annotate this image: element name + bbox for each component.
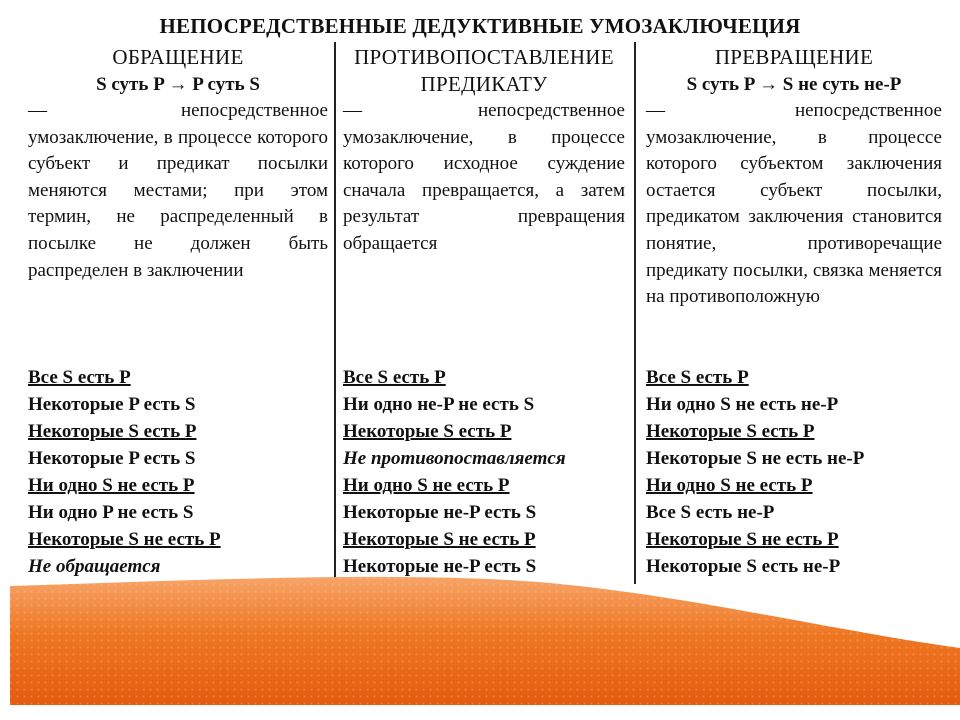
- example-line: Некоторые S не есть не-P: [646, 448, 865, 469]
- example-line: Некоторые S есть не-P: [646, 556, 841, 577]
- example-line: Ни одно S не есть P: [646, 475, 813, 496]
- example-line: Ни одно S не есть не-P: [646, 394, 839, 415]
- column-contraposition: [343, 44, 625, 584]
- examples-list: [343, 364, 625, 580]
- example-line: Все S есть P: [28, 367, 131, 388]
- example-line: Не противопоставляется: [343, 448, 566, 469]
- example-line: Некоторые S не есть P: [646, 529, 839, 550]
- example-line: Некоторые S есть P: [646, 421, 815, 442]
- examples-list: [28, 364, 328, 580]
- example-line: Ни одно S не есть P: [343, 475, 510, 496]
- column-obversion: [646, 44, 942, 584]
- orange-wave-decoration: [0, 560, 960, 720]
- example-line: Ни одно S не есть P: [28, 475, 195, 496]
- example-line: Некоторые не-P есть S: [343, 502, 537, 523]
- column-description: — непосредственное умозаключение, в процессе которого исходное суждение сначала превращается, а затем результат превращения обращается: [343, 100, 625, 254]
- examples-list: [646, 364, 942, 580]
- column-divider-left: [334, 42, 336, 584]
- column-heading: ОБРАЩЕНИЕ: [112, 45, 244, 69]
- example-line: Некоторые S есть P: [28, 421, 197, 442]
- example-line: Некоторые не-P есть S: [343, 556, 537, 577]
- column-description: — непосредственное умозаключение, в процессе которого субъект и предикат посылки меняются местами; при этом термин, не распределенный в посылке не должен быть распределен в заключении: [28, 100, 328, 281]
- example-line: Не обращается: [28, 556, 161, 577]
- slide-title: НЕПОСРЕДСТВЕННЫЕ ДЕДУКТИВНЫЕ УМОЗАКЛЮЧЕЦИЯ: [159, 14, 801, 38]
- column-heading-line-2: ПРЕДИКАТУ: [420, 72, 548, 96]
- example-line: Все S есть P: [343, 367, 446, 388]
- column-heading: ПРОТИВОПОСТАВЛЕНИЕ: [354, 45, 614, 69]
- example-line: Ни одно P не есть S: [28, 502, 194, 523]
- example-line: Некоторые S есть P: [343, 421, 512, 442]
- example-line: Некоторые S не есть P: [343, 529, 536, 550]
- column-divider-right: [634, 42, 636, 584]
- column-formula: S суть P → P суть S: [96, 74, 260, 95]
- column-conversion: [28, 44, 328, 584]
- example-line: Ни одно не-P не есть S: [343, 394, 535, 415]
- example-line: Некоторые P есть S: [28, 394, 196, 415]
- column-heading: ПРЕВРАЩЕНИЕ: [714, 45, 874, 69]
- example-line: Некоторые S не есть P: [28, 529, 221, 550]
- example-line: Все S есть не-P: [646, 502, 775, 523]
- example-line: Все S есть P: [646, 367, 749, 388]
- example-line: Некоторые P есть S: [28, 448, 196, 469]
- column-formula: S суть P → S не суть не-P: [686, 74, 902, 95]
- column-description: — непосредственное умозаключение, в процессе которого субъектом заключения остается субъект посылки, предикатом заключения становится понятие, противоречащие предикату посылки, связка меняется на противоположную: [646, 100, 942, 308]
